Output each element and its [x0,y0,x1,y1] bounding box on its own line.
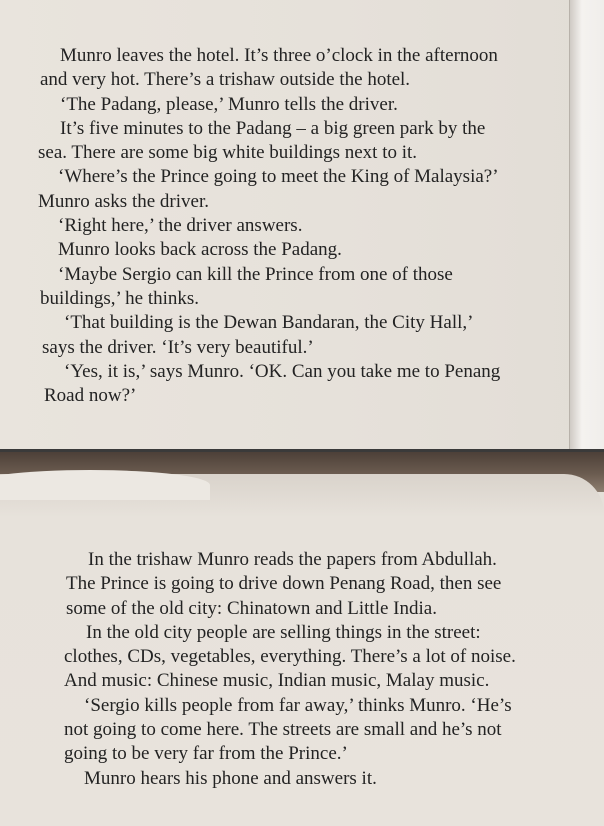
bottom-page-photo [0,452,604,826]
text-line: In the trishaw Munro reads the papers from Abdullah. [88,549,497,570]
text-line: says the driver. ‘It’s very beautiful.’ [42,336,314,358]
text-line: ‘Maybe Sergio can kill the Prince from one of those [58,263,453,285]
text-line: ‘The Padang, please,’ Munro tells the driver. [60,93,398,115]
text-line: ‘Where’s the Prince going to meet the King of Malaysia?’ [58,166,499,188]
text-line: It’s five minutes to the Padang – a big green park by the [60,117,486,139]
page-curl [0,470,210,500]
next-page-edge [569,0,604,449]
text-line: Munro looks back across the Padang. [58,239,342,261]
text-line: Munro asks the driver. [38,190,209,212]
text-line: Munro leaves the hotel. It’s three o’clock in the afternoon [60,45,498,66]
text-line: In the old city people are selling things in the street: [86,621,481,643]
text-line: some of the old city: Chinatown and Little India. [66,597,437,619]
text-line: ‘Right here,’ the driver answers. [58,215,303,237]
text-line: and very hot. There’s a trishaw outside the hotel. [40,69,411,91]
bottom-page-text [66,548,556,791]
text-line: not going to come here. The streets are small and he’s not [64,719,502,741]
text-line: ‘Sergio kills people from far away,’ thinks Munro. ‘He’s [84,694,512,716]
top-page-text [38,44,534,408]
text-line: Munro hears his phone and answers it. [84,767,377,789]
text-line: Road now?’ [44,385,137,407]
text-line: sea. There are some big white buildings next to it. [38,142,418,164]
text-line: And music: Chinese music, Indian music, Malay music. [64,670,490,692]
text-line: ‘Yes, it is,’ says Munro. ‘OK. Can you take me to Penang [64,360,501,382]
text-line: The Prince is going to drive down Penang Road, then see [66,573,502,595]
text-line: going to be very far from the Prince.’ [64,743,348,765]
text-line: ‘That building is the Dewan Bandaran, the City Hall,’ [64,312,474,334]
text-line: clothes, CDs, vegetables, everything. There’s a lot of noise. [64,646,516,668]
text-line: buildings,’ he thinks. [40,287,200,309]
